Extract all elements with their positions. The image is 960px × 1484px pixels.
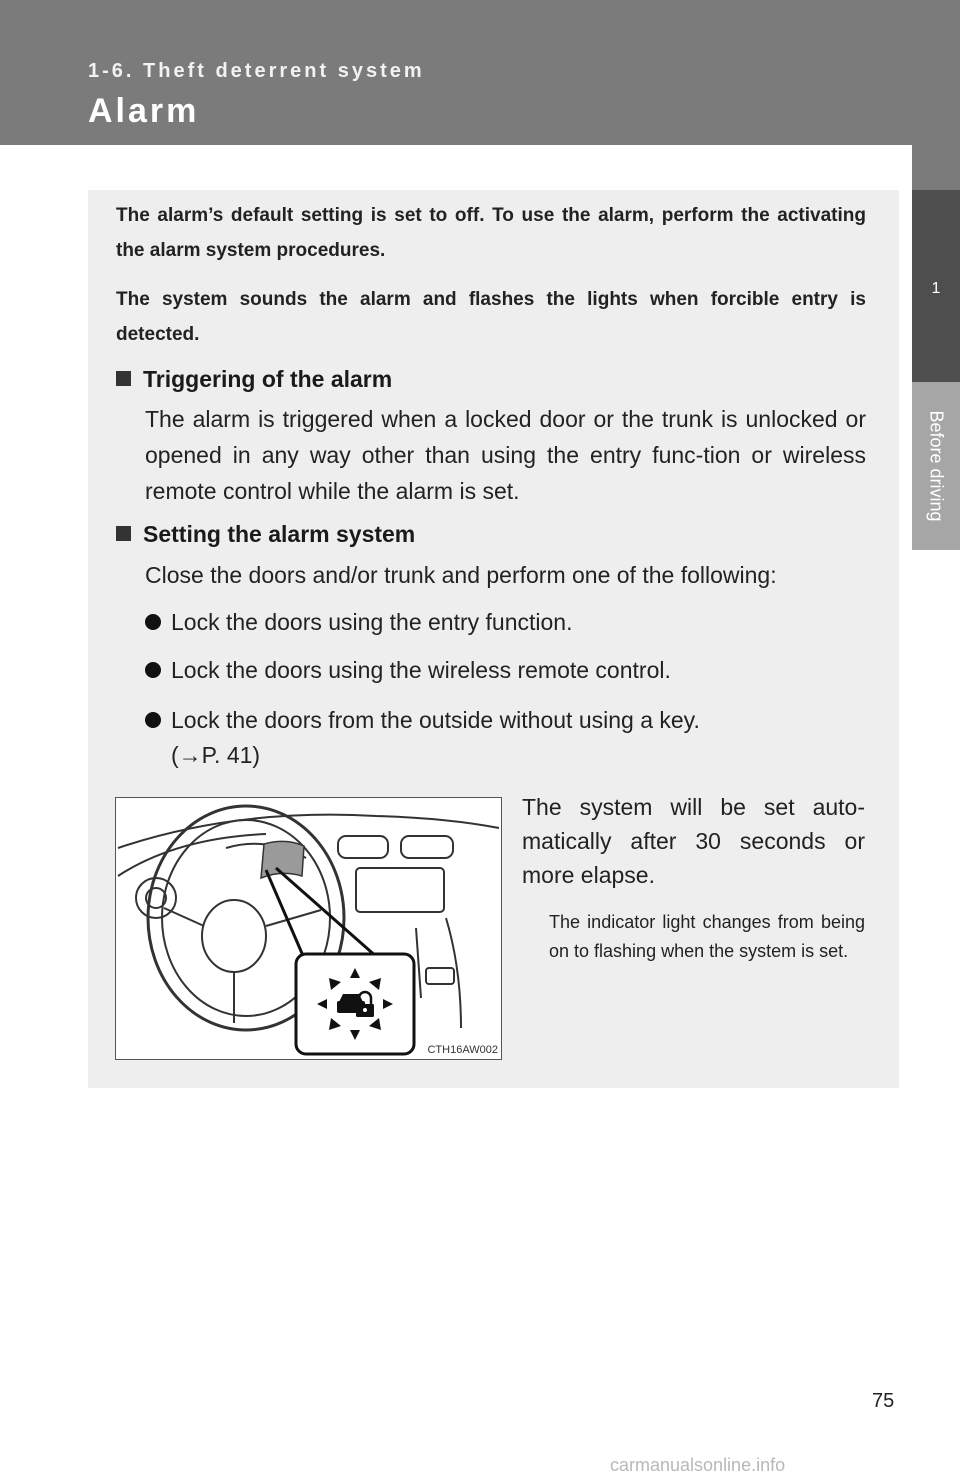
chapter-tab: [912, 382, 960, 550]
section-label: 1-6. Theft deterrent system: [88, 60, 425, 82]
square-bullet-icon: [116, 526, 131, 541]
triggering-text: The alarm is triggered when a locked door or the trunk is unlocked or opened in any way other than using the entry func-tion or wireless remote control while the alarm is set.: [145, 406, 866, 504]
triggering-heading-text: Triggering of the alarm: [143, 366, 393, 392]
side-tab-top: [912, 0, 960, 190]
intro-paragraph-1: The alarm’s default setting is set to off. To use the alarm, perform the activating the alarm system procedures.: [116, 205, 866, 261]
dashboard-illustration: [115, 797, 502, 1060]
round-bullet-icon: [145, 662, 161, 678]
dashboard-drawing: [116, 798, 501, 1059]
square-bullet-icon: [116, 371, 131, 386]
setting-text: Close the doors and/or trunk and perform one of the following:: [145, 562, 777, 588]
chapter-label: Before driving: [926, 410, 947, 522]
list-item: Lock the doors using the entry function.: [145, 605, 572, 639]
chapter-number: 1: [912, 190, 960, 382]
figure-caption: CTH16AW002: [427, 1044, 498, 1056]
page-reference: (→P. 41): [171, 742, 261, 768]
indicator-note: The indicator light changes from being on to flashing when the system is set.: [549, 912, 865, 961]
triggering-heading: [116, 366, 392, 393]
list-item: Lock the doors from the outside without using a key.: [145, 703, 700, 737]
intro-paragraph-2: The system sounds the alarm and flashes the lights when forcible entry is detected.: [116, 289, 866, 345]
list-item: Lock the doors using the wireless remote control.: [145, 653, 671, 687]
watermark: carmanualsonline.info: [610, 1455, 786, 1475]
page-title: Alarm: [88, 92, 200, 130]
auto-set-text: The system will be set auto-matically after 30 seconds or more elapse.: [522, 794, 865, 888]
page-number: 75: [872, 1390, 895, 1412]
round-bullet-icon: [145, 712, 161, 728]
setting-heading-text: Setting the alarm system: [143, 521, 416, 547]
round-bullet-icon: [145, 614, 161, 630]
setting-heading: [116, 521, 415, 548]
